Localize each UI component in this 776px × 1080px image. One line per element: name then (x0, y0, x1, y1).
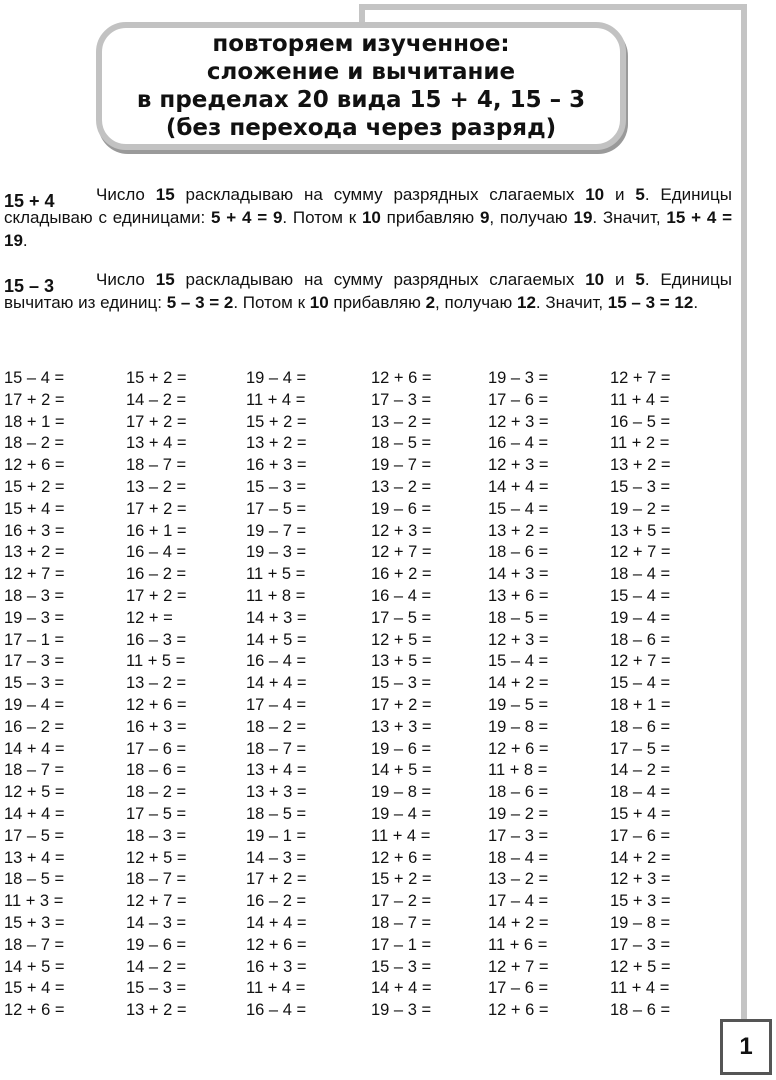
exercise-item: 12 + 6 = (246, 935, 307, 954)
exercise-item: 18 – 7 = (4, 761, 65, 780)
text-run: , получаю (489, 208, 574, 227)
exercise-item: 13 – 2 = (126, 477, 187, 496)
exercise-item: 14 + 4 = (4, 739, 65, 758)
exercise-item: 14 – 3 = (246, 848, 307, 867)
exercise-item: 14 – 2 = (126, 957, 187, 976)
bold-run: 10 (585, 185, 605, 204)
exercise-item: 12 + 6 = (488, 739, 549, 758)
exercise-item: 12 + 5 = (126, 848, 187, 867)
exercise-item: 18 – 2 = (126, 783, 187, 802)
exercise-item: 11 + 4 = (246, 390, 306, 409)
exercise-item: 15 + 4 = (610, 804, 671, 823)
exercise-item: 18 – 7 = (126, 870, 187, 889)
exercise-item: 13 + 2 = (4, 543, 65, 562)
bold-run: 5 – 3 = 2 (166, 293, 234, 312)
text-run: прибавляю (380, 208, 480, 227)
example-addition-text (4, 183, 732, 252)
frame-left-tick (359, 4, 365, 22)
text-run: Число (96, 270, 156, 289)
exercise-item: 19 – 3 = (488, 369, 549, 387)
exercise-item: 17 – 6 = (610, 826, 671, 845)
exercise-item: 15 + 2 = (4, 477, 65, 496)
exercise-item: 17 – 3 = (610, 935, 671, 954)
exercise-item: 11 + 4 = (610, 390, 670, 409)
exercise-item: 15 – 4 = (488, 652, 549, 671)
exercise-item: 18 – 6 = (610, 717, 671, 736)
exercise-item: 14 + 5 = (371, 761, 432, 780)
exercise-item: 19 – 8 = (488, 717, 549, 736)
example-subtraction-label: 15 – 3 (4, 276, 55, 296)
exercise-item: 19 – 6 = (126, 935, 187, 954)
exercise-item: 15 – 4 = (488, 499, 549, 518)
exercise-item: 16 – 2 = (246, 892, 307, 911)
page-title (137, 30, 585, 142)
exercise-item: 15 + 3 = (610, 892, 671, 911)
exercise-item: 17 – 2 = (371, 892, 432, 911)
exercise-item: 12 + 7 = (610, 652, 671, 671)
exercise-item: 16 + 3 = (246, 456, 307, 475)
exercise-item: 17 – 3 = (488, 826, 549, 845)
bold-run: 19 (573, 208, 593, 227)
bold-run: 15 (155, 270, 175, 289)
exercise-item: 12 + 7 = (488, 957, 549, 976)
exercise-item: 13 – 2 = (488, 870, 549, 889)
exercise-item: 18 – 2 = (246, 717, 307, 736)
title-box (96, 22, 626, 150)
exercise-item: 16 + 1 = (126, 521, 187, 540)
exercise-item: 13 – 2 = (371, 477, 432, 496)
exercise-item: 16 – 3 = (126, 630, 187, 649)
exercise-item: 18 + 1 = (610, 695, 671, 714)
exercise-item: 12 + 6 = (371, 369, 432, 387)
exercise-column-4 (371, 368, 432, 1022)
exercise-item: 17 + 2 = (4, 390, 65, 409)
exercise-item: 17 – 3 = (371, 390, 432, 409)
exercise-item: 19 – 7 = (371, 456, 432, 475)
exercise-item: 15 – 3 = (246, 477, 307, 496)
page-number-box (720, 1019, 772, 1075)
exercise-item: 17 – 5 = (371, 608, 432, 627)
example-addition-label: 15 + 4 (4, 191, 55, 211)
exercise-item: 16 – 4 = (488, 434, 549, 453)
exercise-item: 12 + 7 = (610, 369, 671, 387)
exercise-item: 18 – 6 = (610, 630, 671, 649)
exercise-item: 12 + 3 = (488, 412, 549, 431)
exercise-item: 16 + 2 = (371, 565, 432, 584)
exercise-item: 17 + 2 = (126, 586, 187, 605)
exercise-item: 13 + 4 = (246, 761, 307, 780)
exercise-item: 19 – 2 = (610, 499, 671, 518)
exercise-grid (4, 368, 734, 1028)
exercise-item: 19 – 4 = (4, 695, 65, 714)
exercise-item: 16 + 3 = (246, 957, 307, 976)
exercise-item: 17 – 1 = (371, 935, 432, 954)
exercise-item: 14 – 2 = (610, 761, 671, 780)
exercise-item: 16 + 3 = (126, 717, 187, 736)
exercise-item: 15 + 2 = (371, 870, 432, 889)
exercise-item: 16 + 3 = (4, 521, 65, 540)
exercise-item: 14 – 3 = (126, 913, 187, 932)
exercise-item: 11 + 4 = (610, 979, 670, 998)
exercise-item: 13 + 2 = (610, 456, 671, 475)
exercise-item: 18 – 3 = (126, 826, 187, 845)
example-addition (4, 183, 732, 252)
exercise-item: 14 + 5 = (246, 630, 307, 649)
exercise-item: 13 + 6 = (488, 586, 549, 605)
exercise-item: 16 – 4 = (246, 1001, 307, 1020)
exercise-item: 14 + 4 = (246, 913, 307, 932)
exercise-item: 12 + 5 = (371, 630, 432, 649)
text-run: раскладываю на сумму разрядных слагаемых (174, 270, 586, 289)
exercise-item: 16 – 4 = (246, 652, 307, 671)
exercise-item: 15 – 3 = (371, 957, 432, 976)
exercise-item: 13 – 2 = (371, 412, 432, 431)
text-run: Число (96, 185, 156, 204)
exercise-item: 14 + 4 = (246, 674, 307, 693)
exercise-item: 15 – 3 = (4, 674, 65, 693)
exercise-item: 12 + 3 = (371, 521, 432, 540)
exercise-item: 12 + 7 = (610, 543, 671, 562)
exercise-item: 14 + 2 = (488, 913, 549, 932)
frame-right-bar (741, 4, 747, 1020)
exercise-column-1 (4, 368, 65, 1022)
exercise-item: 11 + 8 = (246, 586, 306, 605)
exercise-item: 15 – 3 = (371, 674, 432, 693)
exercise-item: 11 + 8 = (488, 761, 548, 780)
exercise-item: 15 – 4 = (4, 369, 65, 387)
exercise-item: 18 – 6 = (488, 783, 549, 802)
exercise-item: 17 – 4 = (488, 892, 549, 911)
exercise-item: 13 – 2 = (126, 674, 187, 693)
exercise-item: 18 – 6 = (126, 761, 187, 780)
exercise-item: 18 + 1 = (4, 412, 65, 431)
exercise-item: 16 – 5 = (610, 412, 671, 431)
title-line-4: (без перехода через разряд) (165, 115, 557, 141)
exercise-item: 13 + 2 = (246, 434, 307, 453)
text-run: и (604, 185, 636, 204)
exercise-item: 14 – 2 = (126, 390, 187, 409)
exercise-item: 17 + 2 = (126, 412, 187, 431)
exercise-item: 13 + 2 = (488, 521, 549, 540)
exercise-item: 12 + 5 = (4, 783, 65, 802)
exercise-item: 18 – 4 = (610, 565, 671, 584)
exercise-item: 19 – 3 = (4, 608, 65, 627)
exercise-item: 19 – 2 = (488, 804, 549, 823)
exercise-column-5 (488, 368, 549, 1022)
title-line-2: сложение и вычитание (206, 59, 516, 85)
exercise-item: 12 + = (126, 608, 173, 627)
exercise-item: 12 + 7 = (4, 565, 65, 584)
exercise-item: 11 + 4 = (246, 979, 306, 998)
exercise-item: 15 + 2 = (126, 369, 187, 387)
exercise-item: 17 – 1 = (4, 630, 65, 649)
exercise-item: 11 + 5 = (246, 565, 306, 584)
exercise-item: 19 – 1 = (246, 826, 307, 845)
exercise-item: 18 – 7 = (126, 456, 187, 475)
exercise-item: 17 – 5 = (610, 739, 671, 758)
exercise-item: 16 – 4 = (371, 586, 432, 605)
exercise-item: 14 + 3 = (246, 608, 307, 627)
bold-run: 2 (425, 293, 436, 312)
exercise-item: 18 – 6 = (610, 1001, 671, 1020)
exercise-item: 19 – 3 = (371, 1001, 432, 1020)
exercise-item: 18 – 7 = (246, 739, 307, 758)
exercise-item: 17 + 2 = (126, 499, 187, 518)
exercise-item: 17 + 2 = (371, 695, 432, 714)
exercise-item: 16 – 2 = (4, 717, 65, 736)
title-line-1: повторяем изученное: (212, 31, 510, 57)
exercise-item: 18 – 5 = (488, 608, 549, 627)
exercise-item: 17 – 5 = (246, 499, 307, 518)
text-run: . Значит, (592, 208, 667, 227)
example-subtraction (4, 268, 732, 314)
exercise-item: 14 + 4 = (4, 804, 65, 823)
exercise-item: 13 + 4 = (4, 848, 65, 867)
exercise-item: 12 + 5 = (610, 957, 671, 976)
exercise-item: 15 – 4 = (610, 674, 671, 693)
exercise-item: 19 – 4 = (371, 804, 432, 823)
exercise-item: 18 – 5 = (246, 804, 307, 823)
bold-run: 5 (635, 185, 645, 204)
exercise-item: 11 + 5 = (126, 652, 186, 671)
exercise-item: 15 + 2 = (246, 412, 307, 431)
exercise-item: 19 – 5 = (488, 695, 549, 714)
frame-top-bar (359, 4, 747, 10)
exercise-item: 18 – 4 = (610, 783, 671, 802)
exercise-item: 12 + 7 = (126, 892, 187, 911)
exercise-item: 19 – 6 = (371, 499, 432, 518)
exercise-item: 18 – 4 = (488, 848, 549, 867)
exercise-item: 19 – 3 = (246, 543, 307, 562)
bold-run: 15 (155, 185, 175, 204)
bold-run: 12 (516, 293, 536, 312)
exercise-item: 19 – 8 = (610, 913, 671, 932)
exercise-item: 17 – 6 = (488, 979, 549, 998)
exercise-item: 17 – 5 = (126, 804, 187, 823)
exercise-item: 19 – 6 = (371, 739, 432, 758)
exercise-item: 15 + 4 = (4, 499, 65, 518)
exercise-item: 14 + 4 = (371, 979, 432, 998)
exercise-item: 18 – 3 = (4, 586, 65, 605)
exercise-item: 13 + 4 = (126, 434, 187, 453)
exercise-item: 18 – 5 = (371, 434, 432, 453)
text-run: . Потом к (233, 293, 310, 312)
exercise-item: 16 – 2 = (126, 565, 187, 584)
bold-run: 10 (361, 208, 381, 227)
text-run: . Единицы складываю с единицами: (4, 185, 732, 227)
page-number: 1 (739, 1033, 753, 1060)
exercise-item: 11 + 4 = (371, 826, 431, 845)
text-run: раскладываю на сумму разрядных слагаемых (174, 185, 586, 204)
text-run: . Значит, (535, 293, 608, 312)
exercise-item: 11 + 6 = (488, 935, 548, 954)
exercise-item: 19 – 4 = (246, 369, 307, 387)
text-run: и (604, 270, 636, 289)
title-line-3: в пределах 20 вида 15 + 4, 15 – 3 (136, 87, 586, 113)
exercise-item: 13 + 3 = (371, 717, 432, 736)
exercise-item: 17 – 6 = (488, 390, 549, 409)
exercise-item: 11 + 3 = (4, 892, 64, 911)
exercise-item: 12 + 6 = (126, 695, 187, 714)
exercise-item: 17 – 6 = (126, 739, 187, 758)
exercise-item: 14 + 3 = (488, 565, 549, 584)
bold-run: 5 + 4 = 9 (211, 208, 283, 227)
exercise-column-6 (610, 368, 671, 1022)
exercise-item: 19 – 4 = (610, 608, 671, 627)
exercise-item: 18 – 7 = (371, 913, 432, 932)
exercise-item: 14 + 4 = (488, 477, 549, 496)
exercise-item: 15 – 3 = (610, 477, 671, 496)
exercise-item: 13 + 5 = (371, 652, 432, 671)
exercise-item: 12 + 6 = (4, 456, 65, 475)
exercise-item: 18 – 6 = (488, 543, 549, 562)
exercise-item: 16 – 4 = (126, 543, 187, 562)
exercise-item: 12 + 6 = (488, 1001, 549, 1020)
text-run: прибавляю (328, 293, 426, 312)
exercise-column-3 (246, 368, 307, 1022)
exercise-item: 14 + 2 = (610, 848, 671, 867)
exercise-item: 15 – 3 = (126, 979, 187, 998)
bold-run: 15 + 4 = 19 (4, 208, 733, 250)
exercise-item: 18 – 5 = (4, 870, 65, 889)
bold-run: 15 – 3 = 12 (607, 293, 694, 312)
exercise-item: 13 + 2 = (126, 1001, 187, 1020)
text-run: . (22, 231, 28, 250)
text-run: . Потом к (282, 208, 362, 227)
exercise-item: 12 + 3 = (488, 630, 549, 649)
exercise-item: 11 + 2 = (610, 434, 670, 453)
exercise-item: 13 + 5 = (610, 521, 671, 540)
exercise-item: 19 – 7 = (246, 521, 307, 540)
exercise-item: 19 – 8 = (371, 783, 432, 802)
exercise-item: 13 + 3 = (246, 783, 307, 802)
exercise-item: 12 + 6 = (4, 1001, 65, 1020)
exercise-item: 12 + 7 = (371, 543, 432, 562)
exercise-item: 17 – 3 = (4, 652, 65, 671)
exercise-item: 15 + 3 = (4, 913, 65, 932)
exercise-item: 12 + 3 = (488, 456, 549, 475)
text-run: . Единицы вычитаю из единиц: (4, 270, 732, 312)
exercise-item: 15 + 4 = (4, 979, 65, 998)
exercise-item: 18 – 7 = (4, 935, 65, 954)
bold-run: 9 (479, 208, 490, 227)
exercise-item: 12 + 3 = (610, 870, 671, 889)
exercise-item: 17 – 5 = (4, 826, 65, 845)
exercise-item: 15 – 4 = (610, 586, 671, 605)
text-run: , получаю (435, 293, 517, 312)
exercise-item: 17 + 2 = (246, 870, 307, 889)
text-run: . (693, 293, 699, 312)
exercise-column-2 (126, 368, 187, 1022)
example-subtraction-text (4, 268, 732, 314)
exercise-item: 17 – 4 = (246, 695, 307, 714)
exercise-item: 14 + 2 = (488, 674, 549, 693)
bold-run: 10 (585, 270, 605, 289)
exercise-item: 12 + 6 = (371, 848, 432, 867)
exercise-item: 14 + 5 = (4, 957, 65, 976)
exercise-item: 18 – 2 = (4, 434, 65, 453)
bold-run: 5 (635, 270, 645, 289)
bold-run: 10 (309, 293, 329, 312)
